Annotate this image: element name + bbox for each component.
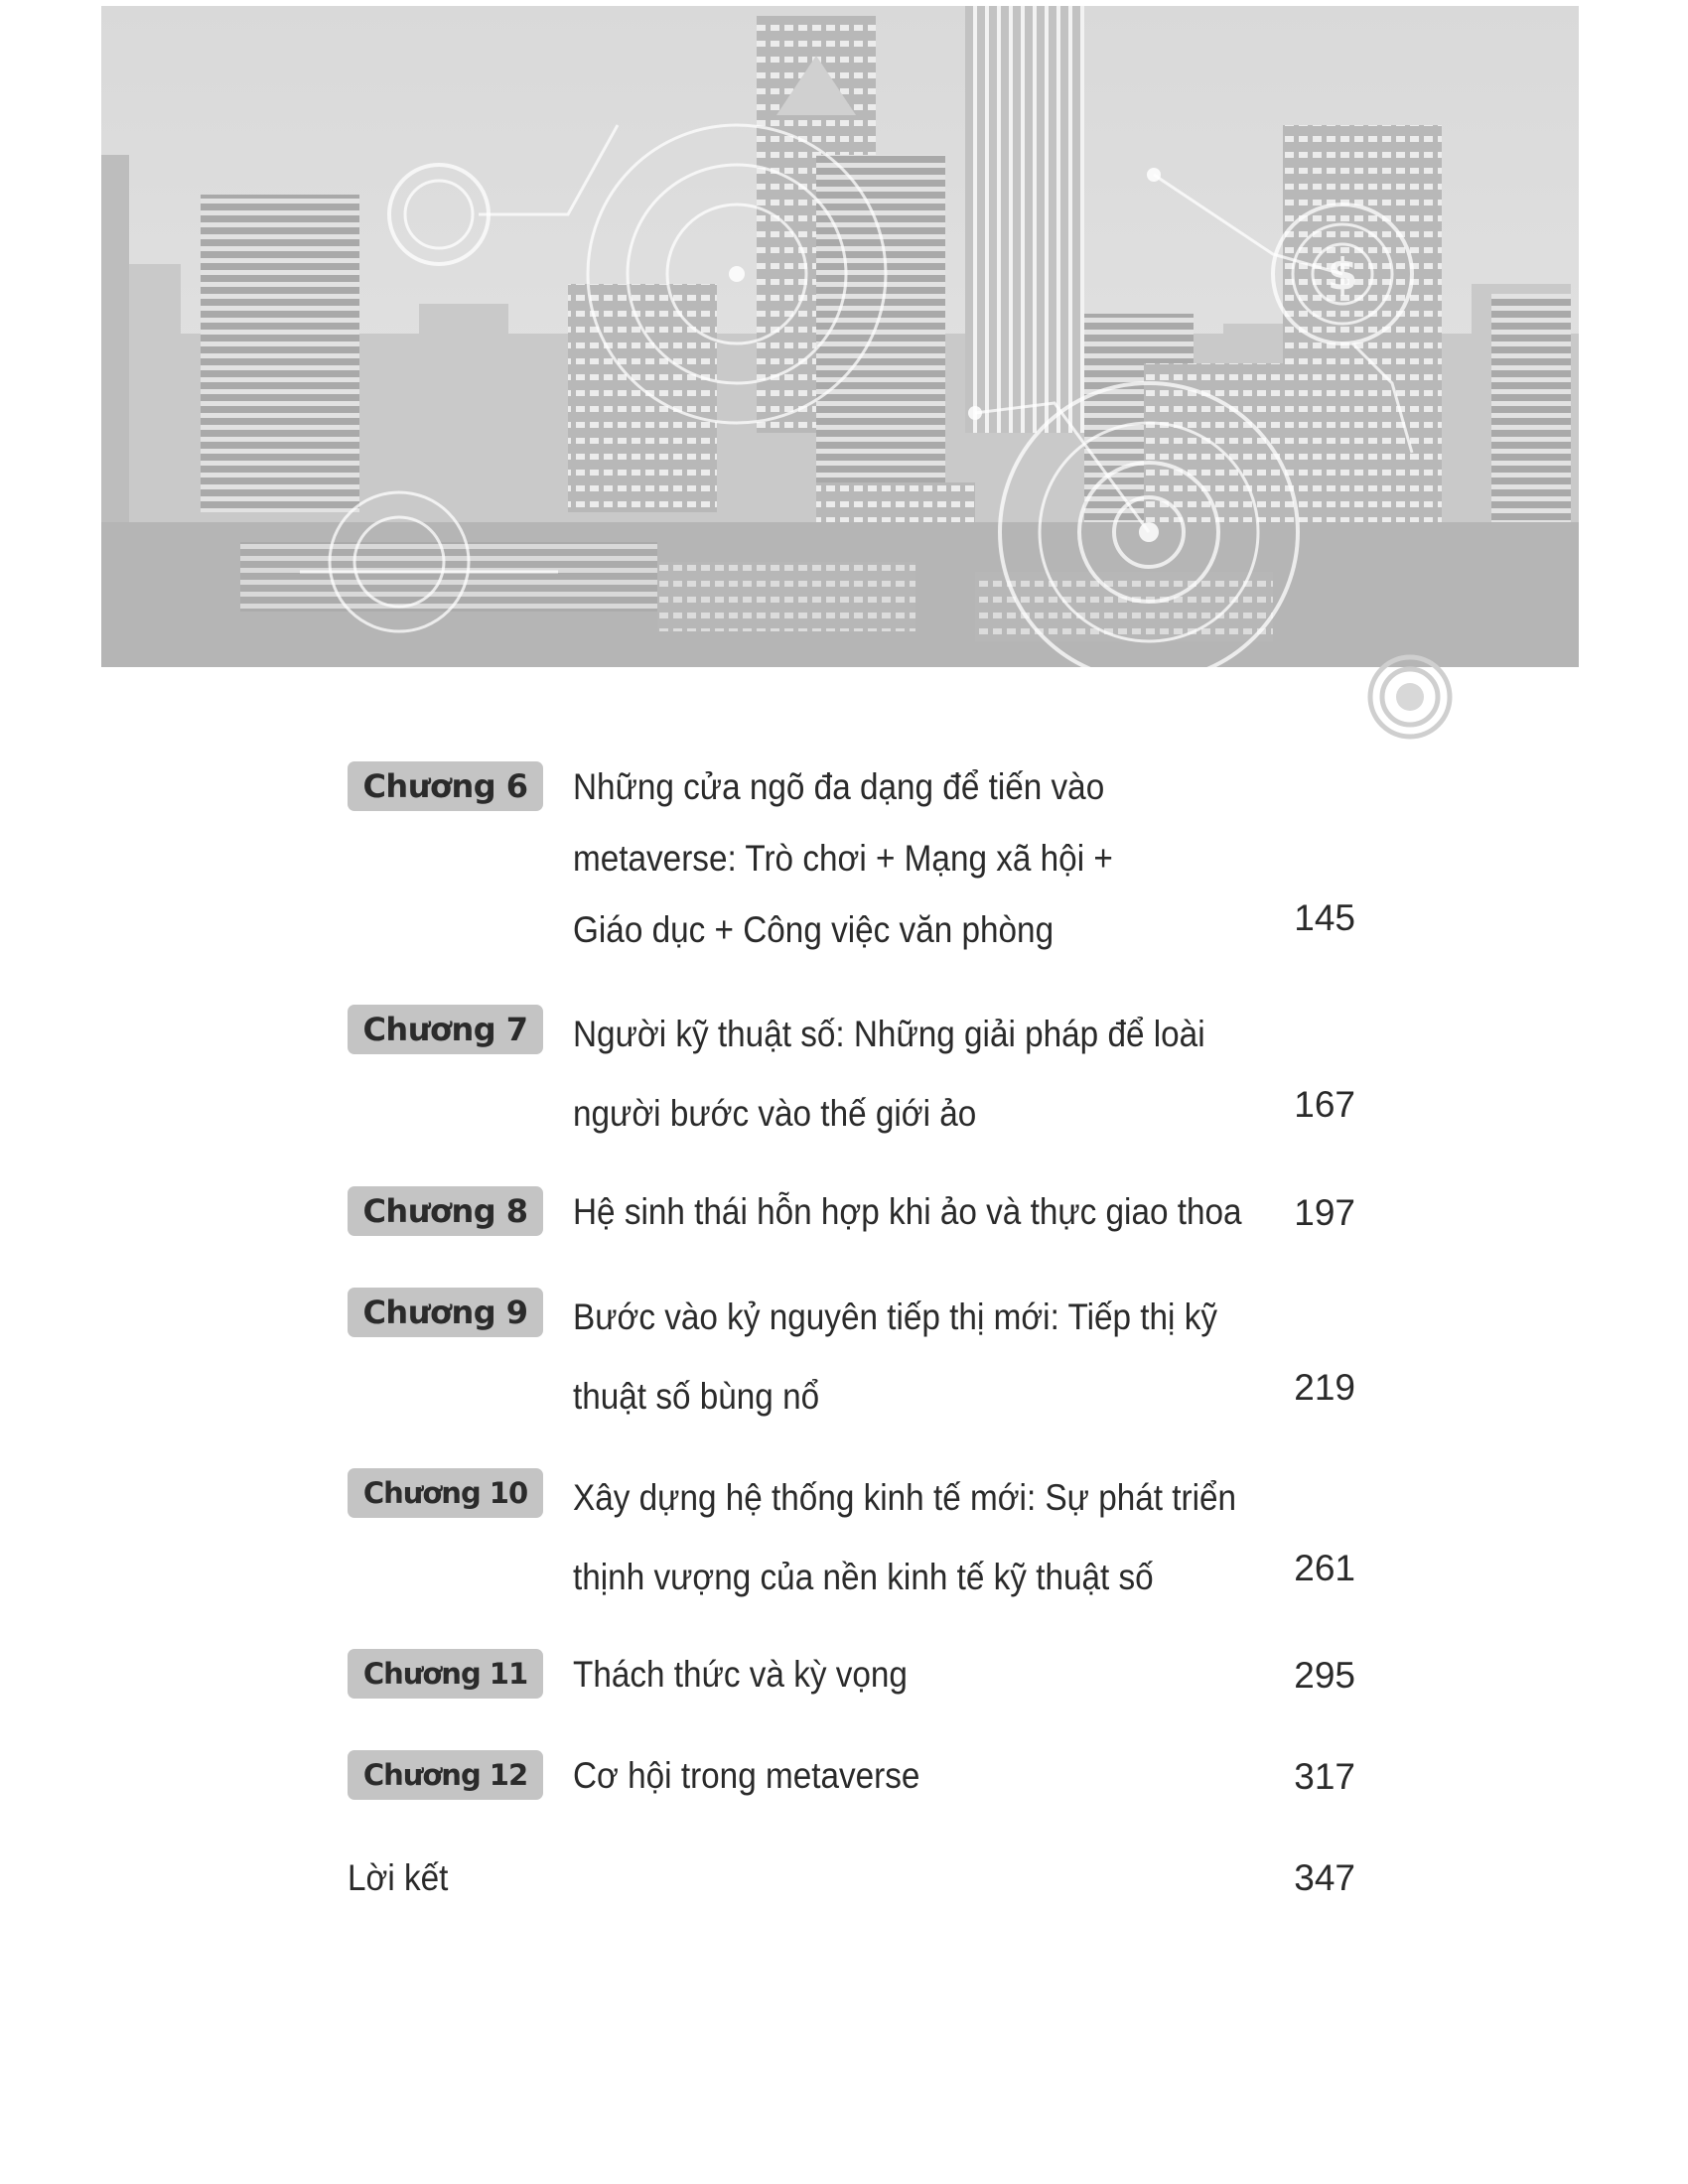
chapter-title [573,1278,1217,1436]
chapter-title-line: Hệ sinh thái hỗn hợp khi ảo và thực giao thoa [573,1191,1242,1232]
chapter-title-line: Những cửa ngõ đa dạng để tiến vào [573,766,1105,807]
chapter-title-line: Người kỹ thuật số: Những giải pháp để loài [573,1014,1205,1054]
chapter-badge: Chương 7 [348,1005,543,1054]
chapter-title-line: thịnh vượng của nền kinh tế kỹ thuật số [573,1557,1154,1597]
page-number: 145 [1294,897,1355,938]
page-number: 197 [1294,1192,1355,1233]
page-number: 167 [1294,1084,1355,1125]
chapter-title-line: Cơ hội trong metaverse [573,1755,920,1796]
chapter-badge: Chương 11 [348,1649,543,1699]
chapter-badge: Chương 9 [348,1288,543,1337]
chapter-badge: Chương 6 [348,761,543,811]
chapter-badge: Chương 8 [348,1186,543,1236]
chapter-title-line: metaverse: Trò chơi + Mạng xã hội + [573,838,1113,879]
chapter-title [573,995,1205,1154]
chapter-title-line: Xây dựng hệ thống kinh tế mới: Sự phát triển [573,1477,1237,1518]
chapter-title [573,1176,1242,1248]
chapter-title-line: Giáo dục + Công việc văn phòng [573,909,1055,950]
chapter-title [573,1740,1198,1812]
chapter-title-line: người bước vào thế giới ảo [573,1093,977,1134]
chapter-badge: Chương 12 [348,1750,543,1800]
closing-title: Lời kết [348,1857,449,1898]
chapter-title [573,1639,1198,1710]
page-number: 317 [1294,1756,1355,1797]
chapter-title-line: thuật số bùng nổ [573,1376,820,1417]
chapter-title-line: Bước vào kỷ nguyên tiếp thị mới: Tiếp thị kỹ [573,1297,1217,1337]
chapter-title-line: Thách thức và kỳ vọng [573,1654,908,1695]
page-number: 261 [1294,1548,1355,1588]
page-number: 295 [1294,1655,1355,1696]
chapter-badge: Chương 10 [348,1468,543,1518]
page-number: 347 [1294,1857,1355,1898]
page-number: 219 [1294,1367,1355,1408]
svg-text:$: $ [1327,249,1358,300]
chapter-title [573,1458,1237,1617]
chapter-title [573,751,1198,966]
